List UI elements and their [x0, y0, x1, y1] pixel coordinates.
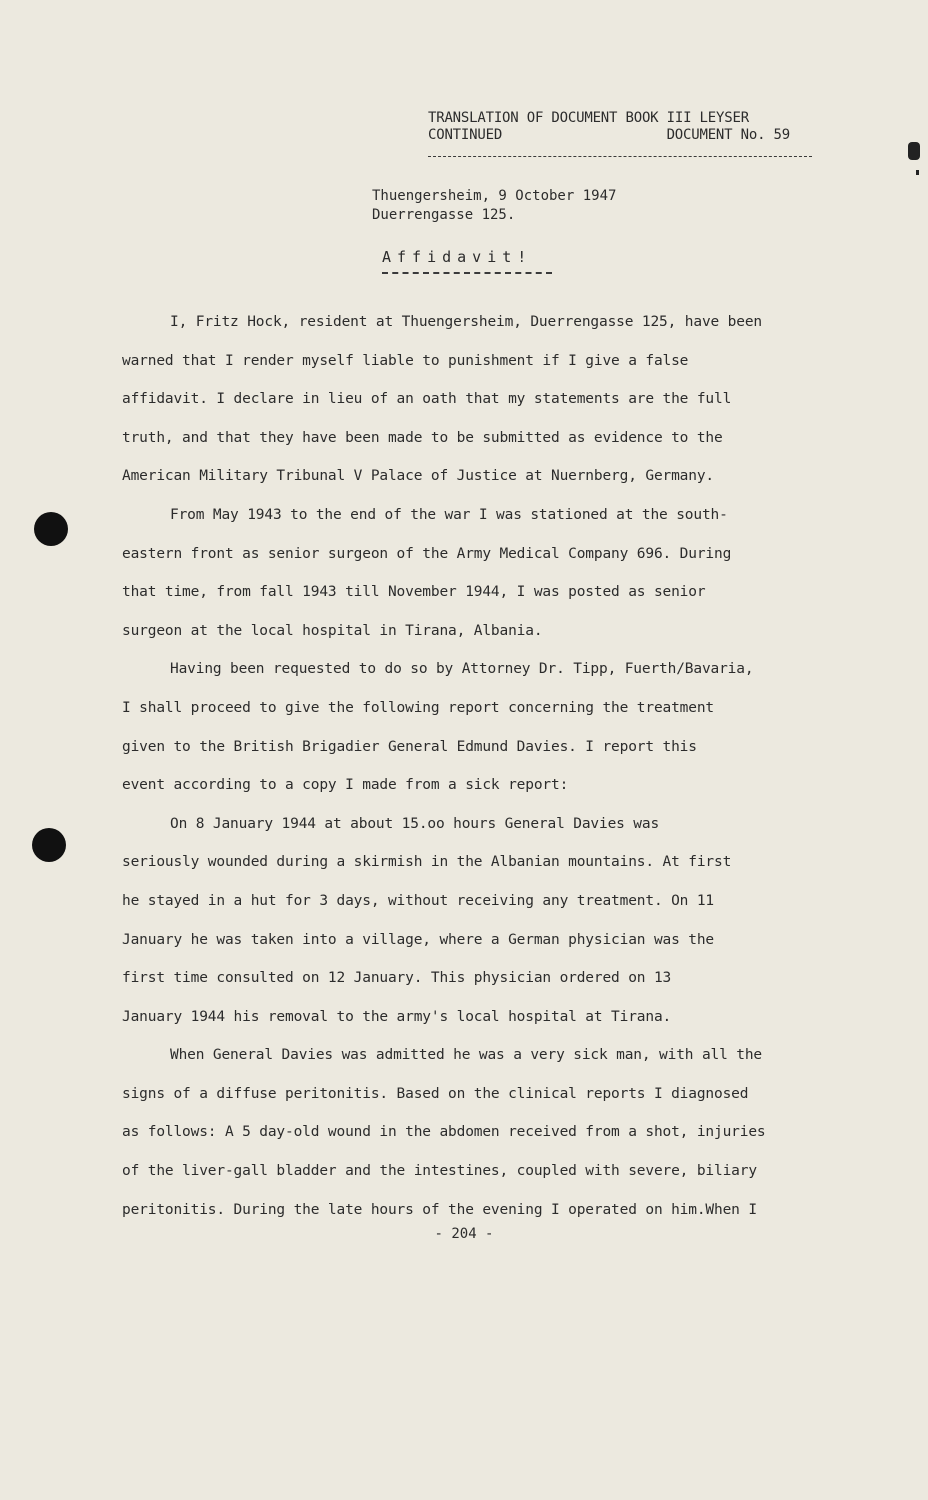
header-document-number: DOCUMENT No. 59: [666, 127, 790, 143]
page-number: - 204 -: [434, 1226, 494, 1242]
punch-hole-bottom: [32, 828, 66, 862]
header-continued-label: CONTINUED: [428, 127, 503, 143]
header-line-1: [428, 110, 818, 127]
body-line: as follows: A 5 day-old wound in the abdomen received from a shot, injuries: [122, 1124, 766, 1141]
body-line: When General Davies was admitted he was a very sick man, with all the: [170, 1047, 763, 1064]
body-line: January 1944 his removal to the army's local hospital at Tirana.: [122, 1008, 672, 1025]
punch-hole-top: [34, 512, 68, 546]
body-line: eastern front as senior surgeon of the Army Medical Company 696. During: [122, 545, 732, 562]
body-line: Having been requested to do so by Attorney Dr. Tipp, Fuerth/Bavaria,: [170, 661, 754, 678]
body-line: first time consulted on 12 January. This physician ordered on 13: [122, 970, 672, 987]
body-line: seriously wounded during a skirmish in the Albanian mountains. At first: [122, 854, 732, 871]
body-line: warned that I render myself liable to punishment if I give a false: [122, 352, 689, 369]
body-line: surgeon at the local hospital in Tirana, Albania.: [122, 622, 543, 639]
scan-speck: [908, 142, 920, 160]
body-line: I, Fritz Hock, resident at Thuengersheim, Duerrengasse 125, have been: [170, 314, 763, 330]
title-underline: [382, 272, 552, 274]
body-line: that time, from fall 1943 till November 1944, I was posted as senior: [122, 584, 706, 601]
scan-speck: [916, 170, 919, 175]
body-line: signs of a diffuse peritonitis. Based on the clinical reports I diagnosed: [122, 1085, 749, 1102]
document-title: Affidavit!: [382, 248, 533, 266]
header-translation-label: TRANSLATION OF DOCUMENT BOOK III LEYSER: [428, 110, 749, 126]
body-line: he stayed in a hut for 3 days, without receiving any treatment. On 11: [122, 892, 715, 909]
body-line: affidavit. I declare in lieu of an oath that my statements are the full: [122, 391, 732, 408]
body-line: given to the British Brigadier General Edmund Davies. I report this: [122, 738, 697, 755]
body-line: January he was taken into a village, where a German physician was the: [122, 931, 715, 948]
body-line: I shall proceed to give the following report concerning the treatment: [122, 699, 715, 716]
body-line: event according to a copy I made from a sick report:: [122, 777, 569, 794]
affidavit-body: [122, 303, 852, 1229]
body-line: peritonitis. During the late hours of the evening I operated on him.When I: [122, 1201, 757, 1218]
body-line: From May 1943 to the end of the war I was stationed at the south-: [170, 506, 728, 523]
body-line: On 8 January 1944 at about 15.oo hours General Davies was: [170, 815, 660, 832]
body-line: truth, and that they have been made to be submitted as evidence to the: [122, 429, 723, 446]
header-divider: [428, 156, 812, 157]
body-line: of the liver-gall bladder and the intestines, coupled with severe, biliary: [122, 1163, 757, 1180]
place-date-line: Thuengersheim, 9 October 1947: [372, 188, 617, 204]
header-line-2: [428, 127, 818, 144]
address-line: Duerrengasse 125.: [372, 207, 516, 223]
body-line: American Military Tribunal V Palace of Justice at Nuernberg, Germany.: [122, 468, 715, 485]
document-header: [428, 110, 818, 144]
